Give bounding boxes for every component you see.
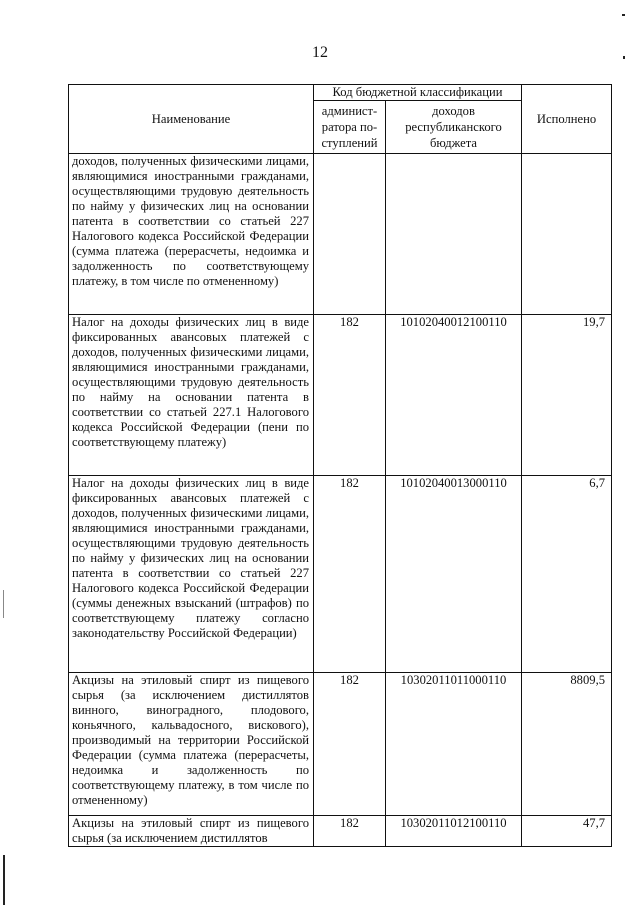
table-row [69,154,612,315]
row-code [386,154,522,315]
page-number: 12 [312,44,328,61]
row-amount [522,154,612,315]
row-name: Акцизы на этиловый спирт из пищевого сырья (за исключением дистиллятов винного, виноградного, плодового, коньячного, кальвадосного, вискового), производимый на территории Российской Федерации (сумма платежа (перерасчеты, недоимка и задолженность по соответствующему платежу, в том числе по отмененному) [69,673,314,816]
table-row [69,673,612,816]
header-row-top [69,85,612,101]
header-income: доходов республиканского бюджета [386,101,522,154]
row-amount: 6,7 [522,476,612,673]
header-name: Наименование [69,85,314,154]
row-code: 10102040012100110 [386,315,522,476]
header-executed: Исполнено [522,85,612,154]
row-admin: 182 [314,816,386,847]
row-amount: 8809,5 [522,673,612,816]
table-row [69,816,612,847]
scan-edge-mark [622,14,625,16]
scan-edge-mark [623,56,625,59]
row-name: Акцизы на этиловый спирт из пищевого сырья (за исключением дистиллятов [69,816,314,847]
row-name: доходов, полученных физическими лицами, являющимися иностранными гражданами, осуществляющими трудовую деятельность по найму у физических лиц на основании патента в соответствии со статьей 227 Налогового кодекса Российской Федерации (сумма платежа (перерасчеты, недоимка и задолженность по соответствующему платежу, в том числе по отмененному) [69,154,314,315]
row-admin: 182 [314,673,386,816]
budget-table [68,84,612,847]
row-admin [314,154,386,315]
row-amount: 47,7 [522,816,612,847]
row-name: Налог на доходы физических лиц в виде фиксированных авансовых платежей с доходов, полученных физическими лицами, являющимися иностранными гражданами, осуществляющими трудовую деятельность по найму на основании патента в соответствии со статьей 227.1 Налогового кодекса Российской Федерации (пени по соответствующему платежу) [69,315,314,476]
row-code: 10302011012100110 [386,816,522,847]
row-name: Налог на доходы физических лиц в виде фиксированных авансовых платежей с доходов, полученных физическими лицами, являющимися иностранными гражданами, осуществляющими трудовую деятельность по найму у физических лиц на основании патента в соответствии со статьей 227 Налогового кодекса Российской Федерации (суммы денежных взысканий (штрафов) по соответствующему платежу согласно законодательству Российской Федерации) [69,476,314,673]
table-row [69,476,612,673]
row-admin: 182 [314,315,386,476]
header-administrator: админист-ратора по-ступлений [314,101,386,154]
row-admin: 182 [314,476,386,673]
table-row [69,315,612,476]
row-amount: 19,7 [522,315,612,476]
scan-margin-line [3,855,5,905]
row-code: 10102040013000110 [386,476,522,673]
scan-margin-line [3,590,4,618]
row-code: 10302011011000110 [386,673,522,816]
header-code-group: Код бюджетной классификации [314,85,522,101]
